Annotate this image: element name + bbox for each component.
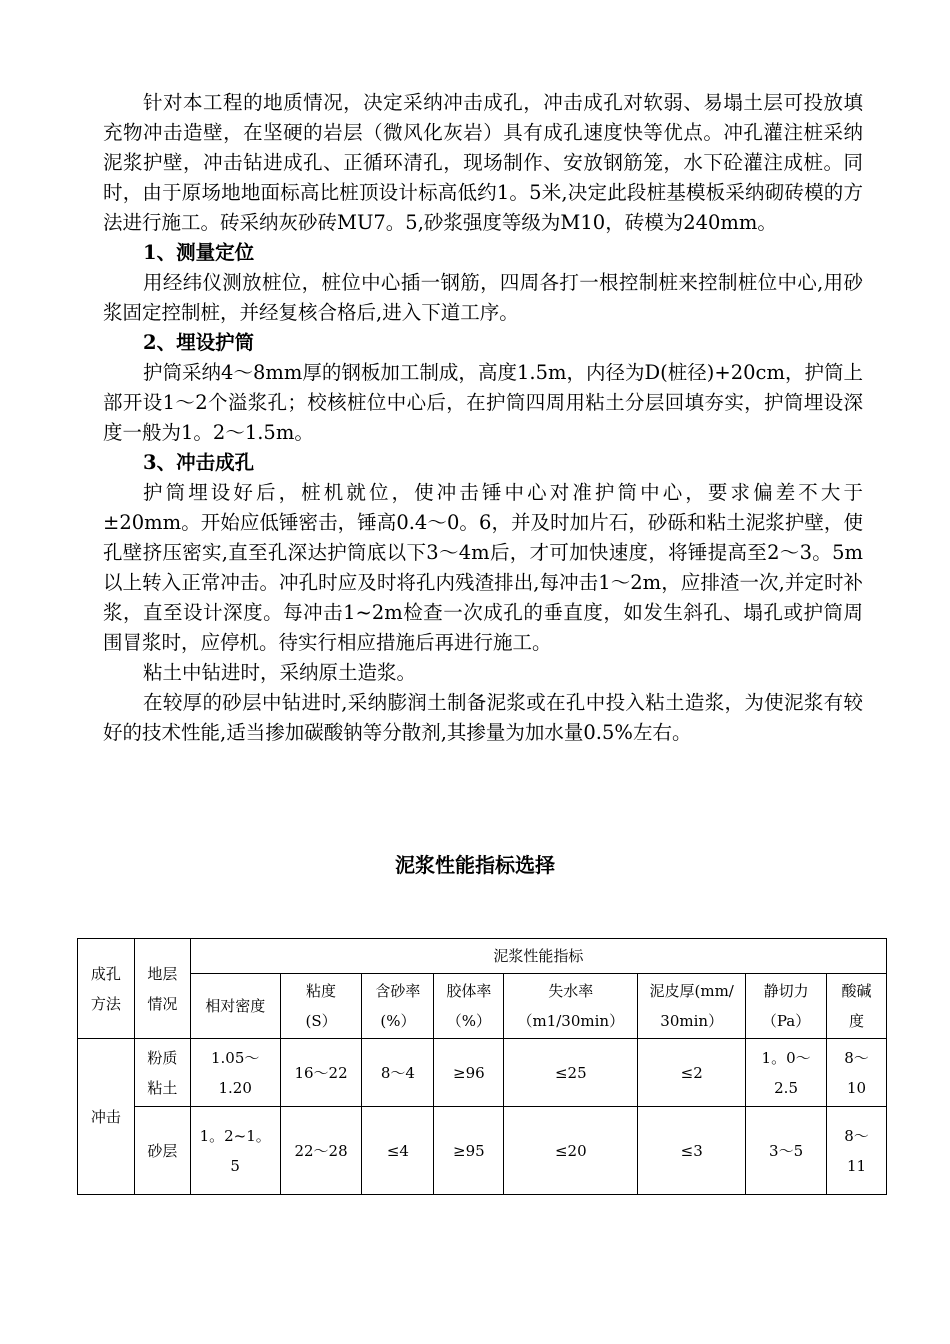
cell-water-loss: ≤20	[504, 1107, 638, 1195]
table-row	[78, 1107, 887, 1195]
cell-static-shear: 3～5	[746, 1107, 827, 1195]
cell-sand-content: 8～4	[362, 1039, 434, 1107]
cell-density: 1。2~1。 5	[190, 1107, 280, 1195]
cell-mud-cake: ≤3	[638, 1107, 746, 1195]
header-density: 相对密度	[190, 974, 280, 1039]
document-body	[103, 88, 863, 748]
paragraph-casing: 护筒采纳4～8mm厚的钢板加工制成，高度1.5m，内径为D(桩径)+20cm，护筒上部开设1～2个溢浆孔；校核桩位中心后，在护筒四周用粘土分层回填夯实，护筒埋设深度一般为1。2～1.5m。	[103, 361, 863, 444]
cell-ph: 8～ 10	[827, 1039, 887, 1107]
header-viscosity: 粘度 (S）	[280, 974, 362, 1039]
cell-density: 1.05～ 1.20	[190, 1039, 280, 1107]
cell-mud-cake: ≤2	[638, 1039, 746, 1107]
heading-casing: 2、埋设护筒	[143, 331, 255, 354]
header-stratum: 地层 情况	[134, 939, 190, 1039]
header-ph: 酸碱 度	[827, 974, 887, 1039]
header-colloid-rate: 胶体率 （%）	[434, 974, 504, 1039]
cell-ph: 8～ 11	[827, 1107, 887, 1195]
header-row-2	[78, 974, 887, 1039]
header-water-loss: 失水率 （m1/30min）	[504, 974, 638, 1039]
paragraph-survey: 用经纬仪测放桩位，桩位中心插一钢筋，四周各打一根控制桩来控制桩位中心,用砂浆固定控制桩，并经复核合格后,进入下道工序。	[103, 271, 863, 324]
cell-viscosity: 22～28	[280, 1107, 362, 1195]
table-title: 泥浆性能指标选择	[395, 853, 555, 877]
header-method: 成孔 方法	[78, 939, 135, 1039]
header-static-shear: 静切力 （Pa）	[746, 974, 827, 1039]
heading-survey: 1、测量定位	[143, 241, 255, 264]
cell-colloid-rate: ≥95	[434, 1107, 504, 1195]
header-mud-cake: 泥皮厚(mm/ 30min）	[638, 974, 746, 1039]
paragraph-clay: 粘土中钻进时，采纳原土造浆。	[143, 661, 417, 684]
cell-colloid-rate: ≥96	[434, 1039, 504, 1107]
cell-viscosity: 16～22	[280, 1039, 362, 1107]
paragraph-sand: 在较厚的砂层中钻进时,采纳膨润土制备泥浆或在孔中投入粘土造浆，为使泥浆有较好的技术性能,适当掺加碳酸钠等分散剂,其掺量为加水量0.5%左右。	[103, 691, 863, 744]
cell-method: 冲击	[78, 1039, 135, 1195]
mud-performance-table	[77, 938, 887, 1195]
header-row-1	[78, 939, 887, 974]
cell-water-loss: ≤25	[504, 1039, 638, 1107]
header-sand-content: 含砂率 (%）	[362, 974, 434, 1039]
heading-drilling: 3、冲击成孔	[143, 451, 255, 474]
cell-stratum: 粉质 粘土	[134, 1039, 190, 1107]
cell-sand-content: ≤4	[362, 1107, 434, 1195]
paragraph-drilling: 护筒埋设好后，桩机就位，使冲击锤中心对准护筒中心，要求偏差不大于±20mm。开始应低锤密击，锤高0.4～0。6，并及时加片石，砂砾和粘土泥浆护壁，使孔壁挤压密实,直至孔深达护筒底以下3～4m后，才可加快速度，将锤提高至2～3。5m以上转入正常冲击。冲孔时应及时将孔内残渣排出,每冲击1～2m，应排渣一次,并定时补浆，直至设计深度。每冲击1~2m检查一次成孔的垂直度，如发生斜孔、塌孔或护筒周围冒浆时，应停机。待实行相应措施后再进行施工。	[103, 481, 863, 654]
table-row	[78, 1039, 887, 1107]
paragraph-intro: 针对本工程的地质情况，决定采纳冲击成孔，冲击成孔对软弱、易塌土层可投放填充物冲击造壁，在坚硬的岩层（微风化灰岩）具有成孔速度快等优点。冲孔灌注桩采纳泥浆护壁，冲击钻进成孔、正循环清孔，现场制作、安放钢筋笼，水下砼灌注成桩。同时，由于原场地地面标高比桩顶设计标高低约1。5米,决定此段桩基模板采纳砌砖模的方法进行施工。砖采纳灰砂砖MU7。5,砂浆强度等级为M10，砖模为240mm。	[103, 91, 863, 234]
cell-static-shear: 1。0～ 2.5	[746, 1039, 827, 1107]
cell-stratum: 砂层	[134, 1107, 190, 1195]
header-indicators: 泥浆性能指标	[190, 939, 886, 974]
